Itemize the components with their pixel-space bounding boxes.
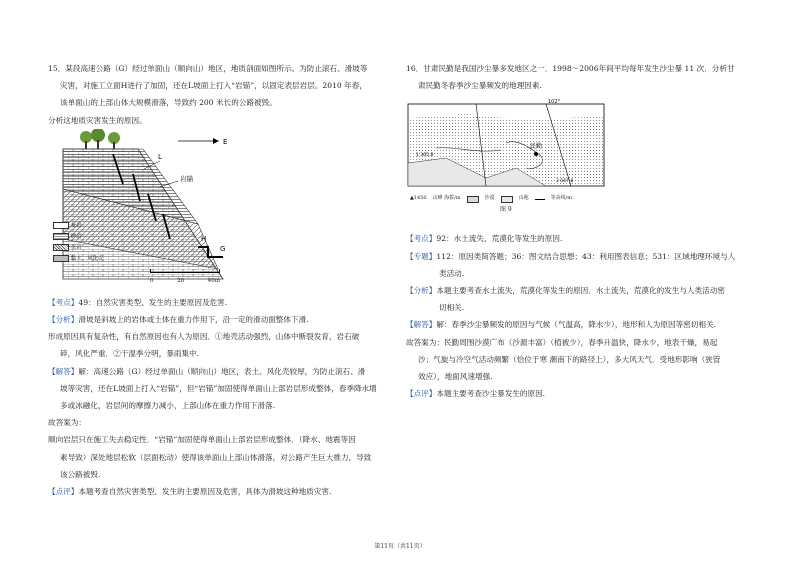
q15-fenxi-line: 形成原因具有复杂性，有自然原因也有人为原因．①地壳活动强烈，山体中断裂发育，岩石破 bbox=[48, 332, 360, 342]
legend-item: 页岩 bbox=[70, 244, 82, 251]
legend-item: 灰岩 bbox=[70, 222, 82, 229]
q15-fenxi-line: 碎，风化严重．②干湿季分明，暴雨集中. bbox=[60, 349, 200, 359]
figure-caption: 图 9 bbox=[500, 206, 512, 214]
q16-fenxi-line bbox=[406, 282, 756, 299]
q15-stem-line: 灾害，对施工立面H进行了加固，还在L坡面上打入“岩锚”，以固定表层岩层。2010 年春， bbox=[60, 81, 367, 91]
q15-stem-line: 该单面山的上部山体大规模滑落，导致约 200 米长的公路被毁。 bbox=[60, 98, 277, 108]
label-G: G bbox=[220, 244, 226, 253]
q15-figure-legend bbox=[53, 221, 104, 265]
q16-stem-line: 16．甘肃民勤是我国沙尘暴多发地区之一．1998～2006年间平均每年发生沙尘暴 11 次．分析甘 bbox=[406, 64, 735, 73]
q15-kaodian bbox=[48, 294, 396, 311]
geologic-profile-diagram bbox=[48, 129, 278, 289]
fenxi-text: 本题主要考查水土流失，荒漠化等发生的原因．水土流失，荒漠化的发生与人类活动密 bbox=[436, 286, 725, 296]
q15-jieda-line bbox=[48, 363, 396, 380]
q16-zhuanti-line bbox=[406, 248, 756, 265]
tag-jieda: 【解答】 bbox=[406, 320, 437, 330]
tag-zhuanti: 【专题】 bbox=[406, 251, 437, 261]
q15-jieda-line: 多或冰融化，岩层间的摩擦力减小，上部山体在重力作用下滑落. bbox=[60, 401, 276, 411]
map-elevation-label: 1 365.8 bbox=[416, 153, 434, 159]
q15-scale-bar bbox=[150, 269, 220, 290]
q16-stem-line: 肃民勤冬春季沙尘暴频发的地理因素. bbox=[418, 81, 542, 91]
zhuanti-text: 112：原因类简答题；36：图文结合思想；43：利用图表信息；531：区域地理环境与人 bbox=[436, 251, 736, 261]
tag-jieda: 【解答】 bbox=[48, 366, 79, 376]
q15-answer-line: 素导致）深处地层松软（层面松动）使得该单面山上部山体滑落，对公路产生巨大推力，导致 bbox=[60, 452, 372, 462]
q16-jieda-line: 故答案为：民勤周围沙漠广布（沙源丰富）（植被少），春季升温快，降水少，地表干燥，易起 bbox=[406, 337, 718, 347]
q16-fenxi-line: 切相关. bbox=[439, 303, 465, 313]
scale-label: 20 bbox=[177, 277, 185, 284]
q16-dianping bbox=[406, 385, 756, 402]
kaodian-text: 49：自然灾害类型、发生的主要原因及危害. bbox=[78, 297, 228, 307]
fenxi-text: 滑坡是斜坡上的岩体或土体在重力作用下，沿一定的滑动面整体下滑. bbox=[78, 315, 309, 325]
page-footer: 第11页（共11页） bbox=[374, 543, 426, 550]
q15-answer-line: 顺向岩层只在施工失去稳定性．“岩锚”加固使得单面山上部岩层形成整体．（降水、地震等因 bbox=[48, 435, 356, 445]
dianping-text: 本题考查自然灾害类型、发生的主要原因及危害，具体为滑坡这种地质灾害. bbox=[78, 487, 332, 497]
label-E: E bbox=[223, 137, 228, 146]
legend-item: 等高线/m bbox=[550, 195, 573, 202]
label-H: H bbox=[201, 234, 207, 243]
tag-kaodian: 【考点】 bbox=[406, 234, 437, 244]
q16-kaodian bbox=[406, 230, 756, 247]
tag-fenxi: 【分析】 bbox=[48, 315, 79, 325]
jieda-text: 解：高速公路（G）经过单面山（顺向山）地区，表土、风化壳较厚，为防止滚石、滑 bbox=[78, 366, 366, 376]
q15-fenxi-line bbox=[48, 311, 396, 328]
q15-jieda-line: 坡等灾害，还在L坡面上打入“岩锚”，但“岩锚”加固使得单面山上部岩层形成整体，春季降水增 bbox=[60, 383, 377, 393]
q16-zhuanti-line: 类活动. bbox=[439, 268, 465, 278]
tag-dianping: 【点评】 bbox=[406, 389, 437, 399]
dianping-text: 本题主要考查沙尘暴发生的原因. bbox=[436, 389, 546, 399]
label-rock-anchor: 岩锚 bbox=[180, 174, 193, 183]
q15-dianping bbox=[48, 483, 396, 500]
label-L: L bbox=[158, 152, 162, 161]
map-elevation-label: 2 047.8 bbox=[556, 179, 574, 185]
minqin-point bbox=[534, 152, 538, 156]
q16-jieda-line: 沙；气旋与冷空气活动频繁（恰位于寒 潮南下的路径上），多大风天气．受地形影响（狭管 bbox=[418, 354, 721, 364]
q16-jieda-line bbox=[406, 316, 756, 333]
tag-dianping: 【点评】 bbox=[48, 487, 79, 497]
map-longitude-label: 102° bbox=[548, 99, 561, 106]
legend-item: 山峰 海拔/m bbox=[432, 195, 461, 202]
question-15 bbox=[48, 60, 396, 500]
scale-label: 0 bbox=[150, 277, 154, 284]
tag-fenxi: 【分析】 bbox=[406, 286, 437, 296]
legend-item: 沙漠 bbox=[484, 195, 495, 202]
jieda-text: 解：春季沙尘暴频发的原因与气候（气温高，降水少），地形和人为原因等密切相关. bbox=[436, 320, 716, 330]
q15-answer-line: 该公路被毁. bbox=[60, 469, 101, 479]
map-place-label: 民勤 bbox=[530, 143, 543, 151]
legend-item: 黏土、风化壳 bbox=[70, 255, 104, 262]
tag-kaodian: 【考点】 bbox=[48, 297, 79, 307]
scale-label: 40m bbox=[207, 277, 220, 284]
q15-ask: 分析这地质灾害发生的原因。 bbox=[48, 115, 147, 125]
question-16 bbox=[406, 60, 756, 402]
legend-item: 山地 bbox=[518, 195, 529, 202]
legend-peak-symbol: ▲1450 bbox=[410, 195, 427, 202]
q15-answer-label: 故答案为： bbox=[48, 418, 86, 428]
kaodian-text: 92：水土流失、荒漠化等发生的原因. bbox=[436, 234, 563, 244]
tree-icons bbox=[80, 129, 120, 149]
q15-geologic-profile-figure bbox=[48, 129, 396, 294]
q16-jieda-line: 效应），地面风速增强. bbox=[418, 372, 493, 382]
q15-stem-line: 15．某段高速公路（G）经过单面山（顺向山）地区，地质剖面如图所示。为防止滚石、滑坡等 bbox=[48, 64, 368, 73]
q16-map-figure bbox=[406, 98, 756, 230]
legend-item: 砂岩 bbox=[70, 233, 82, 240]
